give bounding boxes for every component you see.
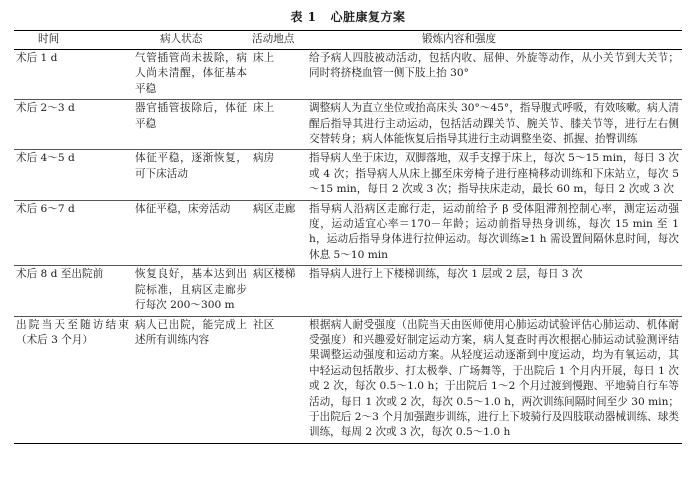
header-row xyxy=(14,31,682,50)
cell-activity-place: 病房 xyxy=(253,152,275,165)
table-row xyxy=(14,50,682,100)
cell-time: 术后 1 d xyxy=(16,52,58,64)
cell-time: 术后 6～7 d xyxy=(16,202,75,215)
header-exercise-content: 锻炼内容和强度 xyxy=(422,33,497,46)
cell-time: 术后 4～5 d xyxy=(16,152,75,165)
table-row xyxy=(14,150,682,200)
header-time: 时间 xyxy=(38,33,60,46)
table-title: 心脏康复方案 xyxy=(330,10,406,24)
cell-activity-place: 病区楼梯 xyxy=(253,268,296,281)
cell-patient-state: 气管插管尚未拔除，病人尚未清醒，体征基本平稳 xyxy=(135,52,247,95)
rehab-table xyxy=(14,30,682,444)
cell-activity-place: 床上 xyxy=(253,52,275,64)
cell-patient-state: 恢复良好，基本达到出院标准，且病区走廊步行每次 200～300 m xyxy=(135,268,247,312)
cell-exercise-content: 给予病人四肢被动活动，包括内收、屈伸、外旋等动作，从小关节到大关节；同时将挤桡血管一侧下肢上抬 30° xyxy=(309,52,679,80)
table-header xyxy=(14,31,682,50)
cell-exercise-content: 指导病人沿病区走廊行走，运动前给予 β 受体阻滞剂控制心率，测定运动强度，运动适宜心率＝170－年龄；运动前指导热身训练，每次 15 min 至 1 h，运动后指导身体进行拉伸运动。每次训练≥1 h 需设置间隔休息时间，每次休息 5～10 min xyxy=(309,202,679,261)
table-row xyxy=(14,100,682,150)
table-row xyxy=(14,316,682,443)
cell-patient-state: 体征平稳，逐渐恢复，可下床活动 xyxy=(135,152,247,180)
cell-time: 出院当天至随访结束（术后 3 个月） xyxy=(16,318,129,346)
cell-time: 术后 2～3 d xyxy=(16,102,75,115)
cell-patient-state: 体征平稳，床旁活动 xyxy=(135,202,231,215)
table-number: 表 1 xyxy=(290,10,317,24)
table-row xyxy=(14,266,682,316)
cell-activity-place: 床上 xyxy=(253,102,275,115)
cell-activity-place: 社区 xyxy=(253,318,275,331)
cell-patient-state: 病人已出院，能完成上述所有训练内容 xyxy=(135,318,247,346)
cell-time: 术后 8 d 至出院前 xyxy=(16,268,104,281)
header-patient-state: 病人状态 xyxy=(160,33,203,46)
header-activity-place: 活动地点 xyxy=(252,33,295,46)
table-row xyxy=(14,200,682,266)
cell-patient-state: 器官插管拔除后，体征平稳 xyxy=(135,102,247,130)
table-body xyxy=(14,50,682,444)
cell-exercise-content: 指导病人坐于床边，双脚落地，双手支撑于床上，每次 5～15 min，每日 3 次或 4 次；指导病人从床上挪至床旁椅子进行座椅移动训练和下床站立，每次 5～15 min，每日 2 次或 3 次；指导扶床走动，最长 60 m，每日 2 次或 3 次 xyxy=(309,152,679,196)
table-caption xyxy=(14,8,682,26)
cell-activity-place: 病区走廊 xyxy=(253,202,296,215)
cell-exercise-content: 根据病人耐受强度（出院当天由医师使用心肺运动试验评估心肺运动、机体耐受强度）和兴趣爱好制定运动方案，病人复查时再次根据心肺运动试验测评结果调整运动强度和运动方案。从轻度运动逐渐到中度运动，均为有氧运动，其中轻运动包括散步、打太极拳、广场舞等，于出院后 1 个月内开展，每日 1 次或 2 次，每次 0.5～1.0 h；于出院后 1～2 个月过渡到慢跑、平地骑自行车等活动，每日 1 次或 2 次，每次 0.5～1.0 h，两次训练间隔时间至少 30 min；于出院后 2～3 个月加强跑步训练，进行上下坡骑行及四肢联动器械训练、球类训练，每周 2 次或 3 次，每次 0.5～1.0 h xyxy=(309,318,679,439)
cell-exercise-content: 调整病人为直立坐位或抬高床头 30°～45°，指导腹式呼吸，有效咳嗽。病人清醒后指导其进行主动运动，包括活动踝关节、腕关节、膝关节等，进行左右侧交替转身；病人体能恢复后指导其进行主动调整坐姿、抓握、抬臀训练 xyxy=(309,102,679,146)
cell-exercise-content: 指导病人进行上下楼梯训练，每次 1 层或 2 层，每日 3 次 xyxy=(309,268,583,281)
